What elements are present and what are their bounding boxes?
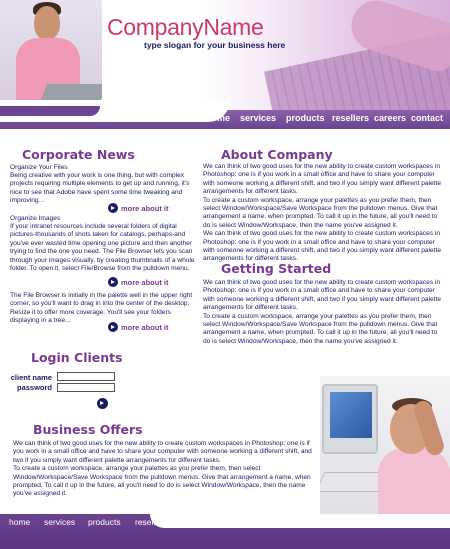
- getting-started-title: Getting Started: [221, 261, 332, 276]
- login-clients-title: Login Clients: [31, 350, 123, 365]
- more-about-link-1[interactable]: [108, 203, 169, 213]
- footer-bar: [0, 514, 450, 549]
- footer-products[interactable]: products: [88, 517, 121, 527]
- person-at-computer-photo: [320, 376, 450, 514]
- news-item1-heading: Organize Your Files: [10, 164, 68, 171]
- nav-home[interactable]: home: [206, 113, 231, 123]
- business-offers-title: Business Offers: [33, 422, 143, 437]
- more-link-label: more about it: [121, 322, 169, 332]
- news-item2-text: If your intranet resources include several folders of digital pictures-thousands of shots taken for catalogs, perhaps-and you've ever wasted time opening one picture and then another trying to find the one you need. The File Browser lets you scan through your images visually, by creating thumbnails of a whole folder. To open it, select File/Browse from the pulldown menu.: [10, 223, 195, 273]
- about-company-text: We can think of two good uses for the new ability to create custom workspaces in Photoshop: one is if you work in a small office and have to share your computer with someone working a different shift, and two if you simply want different palette arrangements for different tasks. To create a custom workspace, arrange your palettes as you prefer them, then select Window/Workspace/Save Workspace from the pulldown menus. Give that arrangement a name, when prompted. To call it up in the future, all you'll need to do is select Window/Workspace, then the name you've assigned it. We can think of two good uses for the new ability to create custom workspaces in Photoshop: one is if you work in a small office and have to share your computer with someone working a different shift, and two if you simply want different palette arrangements for different tasks.: [203, 163, 441, 263]
- company-logo-name: CompanyName: [107, 14, 264, 40]
- header-banner: [0, 0, 450, 110]
- footer-services[interactable]: services: [44, 517, 76, 527]
- news-item3-text: The File Browser is initially in the palette well in the upper right corner, so you'll want to drag in into the center of the desktop. Resize it to offer more coverage. You'll see your folders displaying in a tree...: [10, 292, 193, 325]
- login-submit-button[interactable]: [97, 398, 108, 409]
- footer-resellers[interactable]: resellers: [135, 517, 168, 527]
- nav-careers[interactable]: careers: [374, 113, 407, 123]
- more-link-label: more about it: [121, 277, 169, 287]
- password-label: password: [16, 383, 52, 392]
- footer-contact[interactable]: contact: [214, 517, 242, 527]
- arrow-right-icon: [108, 322, 118, 332]
- client-name-label: client name: [10, 373, 52, 382]
- nav-products[interactable]: products: [286, 113, 325, 123]
- business-offers-text: We can think of two good uses for the new ability to create custom workspaces in Photoshop: one is if you work in a small office and have to share your computer with someone working a different shift, and two if you simply want different palette arrangements for different tasks. To create a custom workspace, arrange your palettes as you prefer them, then select Window/Workspace/Save Workspace from the pulldown menus. Give that arrangement a name, when prompted. To call it up in the future, all you'll need to do is select Window/Workspace, then the name you've assigned it.: [13, 440, 312, 498]
- nav-contact[interactable]: contact: [411, 113, 444, 123]
- nav-resellers[interactable]: resellers: [332, 113, 370, 123]
- about-company-title: About Company: [221, 147, 333, 162]
- person-photo: [0, 0, 102, 110]
- news-item2-heading: Organize Images: [10, 215, 61, 222]
- company-slogan: type slogan for your business here: [144, 40, 286, 50]
- nav-services[interactable]: services: [240, 113, 277, 123]
- footer-careers[interactable]: careers: [177, 517, 206, 527]
- footer-home[interactable]: home: [9, 517, 31, 527]
- password-input[interactable]: [57, 383, 115, 392]
- getting-started-text: We can think of two good uses for the new ability to create custom workspaces in Photoshop: one is if you work in a small office and have to share your computer with someone working a different shift, and two if you simply want different palette arrangements for different tasks. To create a custom workspace, arrange your palettes as you prefer them, then select Window/Workspace/Save Workspace from the pulldown menus. Give that arrangement a name, when prompted. To call it up in the future, all you'll need to do is select Window/Workspace, then the name you've assigned it.: [203, 279, 441, 345]
- corporate-news-title: Corporate News: [22, 147, 135, 162]
- more-about-link-2[interactable]: [108, 277, 169, 287]
- top-nav-bar: [0, 110, 450, 129]
- more-about-link-3[interactable]: [108, 322, 169, 332]
- news-item1-text: Being creative with your work is one thing, but with complex projects requiring multiple elements to get up and running, it's nice to see that Adobe have spent some time tweaking and improving...: [10, 172, 190, 205]
- arrow-right-icon: [108, 203, 118, 213]
- arrow-right-icon: [108, 277, 118, 287]
- client-name-input[interactable]: [57, 372, 115, 381]
- copyright-text: Copyright 2003 CompanyName All rights reserved: [332, 516, 444, 522]
- more-link-label: more about it: [121, 203, 169, 213]
